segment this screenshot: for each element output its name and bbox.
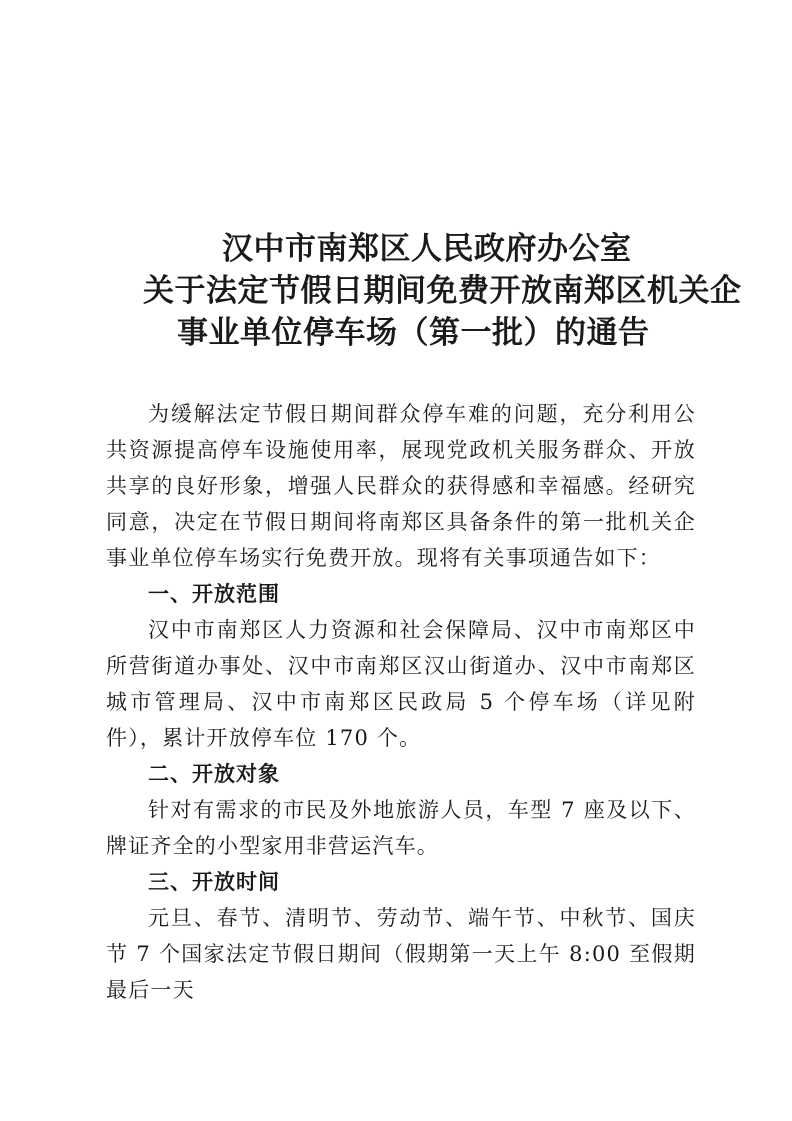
section-heading-audience: 二、开放对象 [148, 762, 280, 786]
document-body [106, 396, 696, 1008]
title-line-3: 事业单位停车场（第一批）的通告 [177, 315, 650, 351]
section-heading-scope: 一、开放范围 [148, 582, 280, 606]
intro-paragraph: 为缓解法定节假日期间群众停车难的问题，充分利用公共资源提高停车设施使用率，展现党政机关服务群众、开放共享的良好形象，增强人民群众的获得感和幸福感。经研究同意，决定在节假日期间将南郑区具备条件的第一批机关企事业单位停车场实行免费开放。现将有关事项通告如下： [106, 402, 696, 570]
section-heading-time: 三、开放时间 [148, 870, 280, 894]
section-text-scope: 汉中市南郑区人力资源和社会保障局、汉中市南郑区中所营街道办事处、汉中市南郑区汉山街道办、汉中市南郑区城市管理局、汉中市南郑区民政局 5 个停车场（详见附件），累计开放停车位 170 个。 [106, 618, 696, 750]
section-text-time: 元旦、春节、清明节、劳动节、端午节、中秋节、国庆节 7 个国家法定节假日期间（假期第一天上午 8:00 至假期最后一天 [106, 906, 696, 1002]
section-text-audience: 针对有需求的市民及外地旅游人员，车型 7 座及以下、牌证齐全的小型家用非营运汽车。 [106, 798, 696, 858]
document-title [0, 228, 792, 354]
title-line-2: 关于法定节假日期间免费开放南郑区机关企 [143, 273, 742, 309]
title-line-1: 汉中市南郑区人民政府办公室 [222, 231, 632, 267]
